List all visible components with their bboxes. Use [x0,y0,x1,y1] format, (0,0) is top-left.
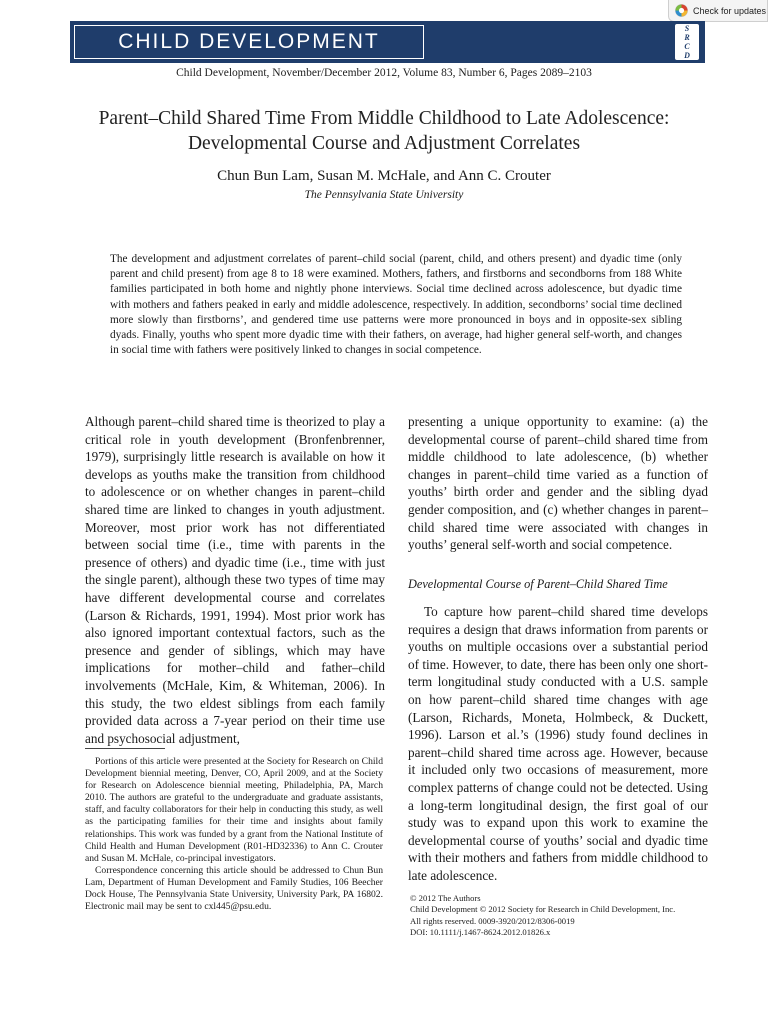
journal-banner [70,21,705,63]
section-heading: Developmental Course of Parent–Child Shared Time [408,577,668,591]
copyright-line: Child Development © 2012 Society for Research in Child Development, Inc. [410,904,676,915]
footnote-acknowledgments: Portions of this article were presented at the Society for Research on Child Development biennial meeting, Denver, CO, April 2009, and at the Society for Research on Adolescence biennial meeting, Philadelphia, PA, March 2010. The authors are grateful to the undergraduate and graduate assistants, staff, and faculty collaborators for their help in conducting this study, as well as the participating families for their time and insights about family relationships. This work was funded by a grant from the National Institute of Child Health and Human Development (R01-HD32336) to Ann C. Crouter and Susan M. McHale, co-principal investigators. [85,756,383,864]
body-right-paragraph-1: presenting a unique opportunity to examine: (a) the developmental course of parent–child shared time from middle childhood to late adolescence, (b) whether changes in parent–child time varied as a function of youths’ birth order and gender and the sibling dyad gender composition, and (c) whether changes in parent–child shared time were associated with changes in youths’ general self-worth and social competence. [408,414,708,553]
copyright-line: All rights reserved. 0009-3920/2012/8306-0019 [410,915,575,926]
footnote [85,756,383,913]
author-list: Chun Bun Lam, Susan M. McHale, and Ann C. Crouter [217,168,551,184]
footnote-correspondence: Correspondence concerning this article should be addressed to Chun Bun Lam, Department of Human Development and Family Studies, 106 Beecher Dock House, The Pennsylvania State University, University Park, PA 16802. Electronic mail may be sent to cxl445@psu.edu. [85,864,383,913]
article-title [60,106,708,156]
copyright-line: © 2012 The Authors [410,893,481,903]
body-right-paragraph-2: To capture how parent–child shared time develops requires a design that draws information from parents or youths on multiple occasions over a substantial period of time. However, to date, there has been only one short-term longitudinal study conducted with a U.S. sample on how parent–child shared time changes with age (Larson, Richards, Moneta, Holmbeck, & Duckett, 1996). Larson et al.’s (1996) study found declines in parent–child shared time across age. However, because it included only two occasions of measurement, more complex patterns of change could not be detected. Using a long-term longitudinal design, the first goal of our study was to expand upon this work to examine the developmental course of youths’ social and dyadic time with their mothers and fathers from middle childhood to late adolescence. [408,604,708,883]
check-for-updates-button[interactable] [668,0,768,22]
journal-title-frame [74,25,424,59]
body-left-paragraph: Although parent–child shared time is theorized to play a critical role in youth development (Bronfenbrenner, 1979), surprisingly little research is available on how it develops as youths make the transition from childhood to adolescence or on whether changes in parent–child shared time are linked to changes in youth adjustment. Moreover, most prior work has not differentiated between social time (i.e., time with parents in the presence of others) and dyadic time (i.e., time with just the single parent), although these two types of time may have different developmental course and correlates (Larson & Richards, 1991, 1994). Most prior work has also ignored important contextual factors, such as the presence and gender of siblings, which may have implications for mother–child and father–child involvements (McHale, Kim, & Whiteman, 2006). In this study, the two eldest siblings from each family provided data across a 7-year period on their time use and psychosocial adjustment, [85,414,385,746]
doi-line: DOI: 10.1111/j.1467-8624.2012.01826.x [410,926,551,937]
affiliation: The Pennsylvania State University [304,189,464,201]
title-line-1: Parent–Child Shared Time From Middle Childhood to Late Adolescence: [98,108,670,129]
copyright-block [410,893,710,938]
footnote-divider [85,748,165,749]
title-line-2: Developmental Course and Adjustment Correlates [187,133,581,154]
journal-title: CHILD DEVELOPMENT [118,30,380,53]
journal-citation: Child Development, November/December 2012, Volume 83, Number 6, Pages 2089–2103 [176,67,592,79]
srcd-logo: S R C D [675,24,699,60]
crossmark-icon [675,4,688,17]
check-for-updates-label: Check for updates [693,5,767,16]
abstract: The development and adjustment correlates of parent–child social (parent, child, and others present) and dyadic time (only parent and child present) from age 8 to 18 were examined. Mothers, fathers, and firstborns and secondborns from 188 White families participated in both home and nightly phone interviews. Social time declined across adolescence, but dyadic time with mothers and fathers peaked in early and middle adolescence, respectively. In addition, secondborns’ social time declined more slowly than firstborns’, and gendered time use patterns were more pronounced in boys and in opposite-sex sibling dyads. Finally, youths who spent more dyadic time with their fathers, on average, had higher general self-worth, and changes in social time with fathers were positively linked to changes in social competence. [110,253,682,357]
